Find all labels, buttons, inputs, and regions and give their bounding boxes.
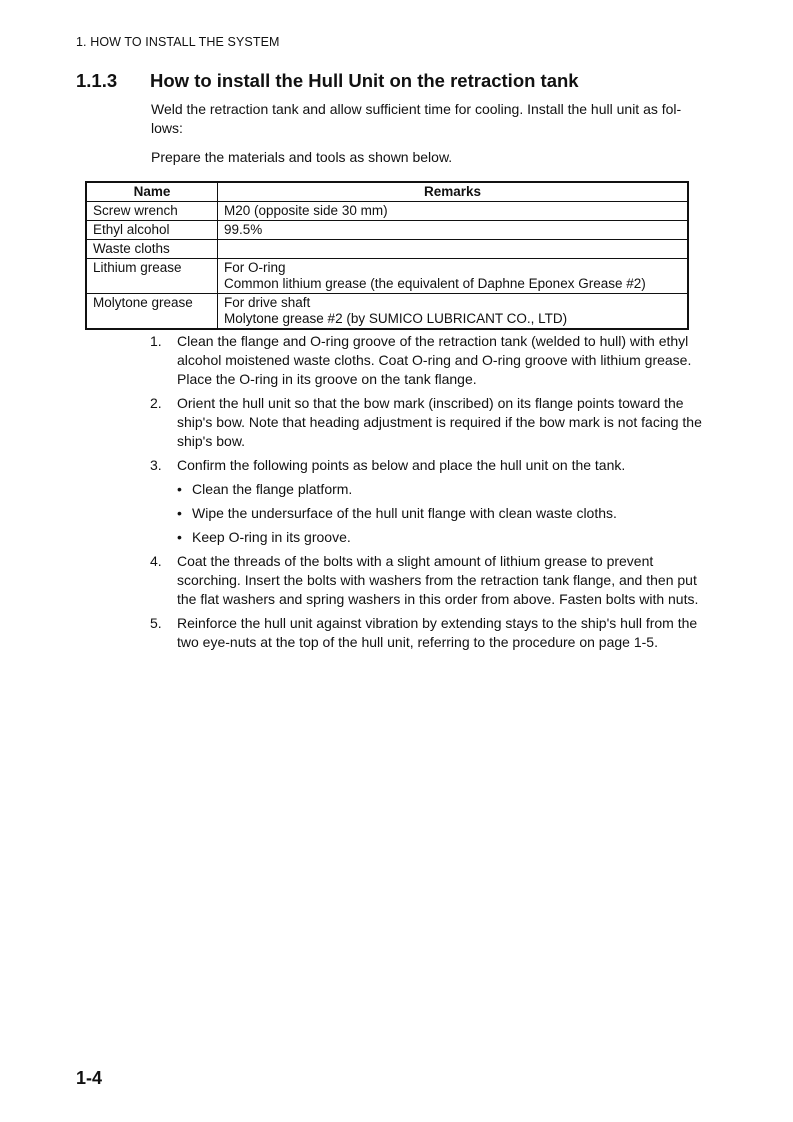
step-text: Coat the threads of the bolts with a slight amount of lithium grease to prevent scorching. Insert the bolts with washers from the retraction tank flange, and then put the flat washers and spring washers in this order from above. Fasten bolts with nuts. — [177, 553, 699, 607]
remarks-line: For drive shaft — [224, 295, 311, 310]
bullet-glyph: • — [177, 481, 182, 497]
step-1 — [150, 332, 705, 389]
running-header: 1. HOW TO INSTALL THE SYSTEM — [76, 35, 280, 49]
cell-remarks — [218, 221, 689, 240]
bullet-item — [177, 480, 705, 499]
remarks-line — [224, 241, 681, 257]
remarks-line: Molytone grease #2 (by SUMICO LUBRICANT CO., LTD) — [224, 311, 568, 326]
remarks-line: For O-ring — [224, 260, 286, 275]
step-number: 1. — [150, 333, 162, 349]
table-row — [86, 221, 688, 240]
section-number: 1.1.3 — [76, 70, 118, 91]
cell-name: Lithium grease — [86, 259, 218, 294]
step-number: 3. — [150, 457, 162, 473]
table-row — [86, 259, 688, 294]
table-row — [86, 202, 688, 221]
step-3 — [150, 456, 705, 475]
table-row — [86, 294, 688, 330]
bullet-item — [177, 504, 705, 523]
step-text: Reinforce the hull unit against vibration by extending stays to the ship's hull from the two eye-nuts at the top of the hull unit, referring to the procedure on page 1-5. — [177, 615, 698, 650]
materials-table — [85, 181, 689, 330]
step-text: Orient the hull unit so that the bow mark (inscribed) on its flange points toward the ship's bow. Note that heading adjustment is required if the bow mark is not facing the ship's bow. — [177, 395, 702, 449]
remarks-line: Common lithium grease (the equivalent of Daphne Eponex Grease #2) — [224, 276, 646, 291]
section-title: How to install the Hull Unit on the retraction tank — [150, 70, 579, 91]
intro — [151, 100, 711, 177]
cell-remarks — [218, 240, 689, 259]
remarks-line: 99.5% — [224, 222, 263, 237]
column-header-remarks: Remarks — [218, 182, 689, 202]
intro-paragraph: Prepare the materials and tools as shown below. — [151, 149, 453, 165]
step-5 — [150, 614, 705, 652]
step-4 — [150, 552, 705, 609]
step-number: 2. — [150, 395, 162, 411]
cell-name: Molytone grease — [86, 294, 218, 330]
bullet-text: Clean the flange platform. — [192, 481, 353, 497]
bullet-item — [177, 528, 705, 547]
bullet-glyph: • — [177, 529, 182, 545]
cell-remarks — [218, 259, 689, 294]
step-3-bullets — [177, 480, 705, 547]
step-number: 4. — [150, 553, 162, 569]
remarks-line: M20 (opposite side 30 mm) — [224, 203, 388, 218]
bullet-glyph: • — [177, 505, 182, 521]
intro-paragraph: Weld the retraction tank and allow sufficient time for cooling. Install the hull unit as fol-lows: — [151, 101, 682, 136]
step-2 — [150, 394, 705, 451]
section-heading — [76, 70, 579, 92]
step-text: Confirm the following points as below and place the hull unit on the tank. — [177, 457, 626, 473]
cell-name: Screw wrench — [86, 202, 218, 221]
cell-name: Waste cloths — [86, 240, 218, 259]
cell-remarks — [218, 294, 689, 330]
cell-remarks — [218, 202, 689, 221]
table-row — [86, 240, 688, 259]
bullet-text: Wipe the undersurface of the hull unit flange with clean waste cloths. — [192, 505, 617, 521]
step-number: 5. — [150, 615, 162, 631]
step-text: Clean the flange and O-ring groove of the retraction tank (welded to hull) with ethyl alcohol moistened waste cloths. Coat O-ring and O-ring groove with lithium grease. Place the O-ring in its groove on the tank flange. — [177, 333, 692, 387]
table-header-row — [86, 182, 688, 202]
procedure-steps — [150, 332, 705, 657]
bullet-text: Keep O-ring in its groove. — [192, 529, 351, 545]
cell-name: Ethyl alcohol — [86, 221, 218, 240]
page-number: 1-4 — [76, 1068, 103, 1088]
column-header-name: Name — [86, 182, 218, 202]
